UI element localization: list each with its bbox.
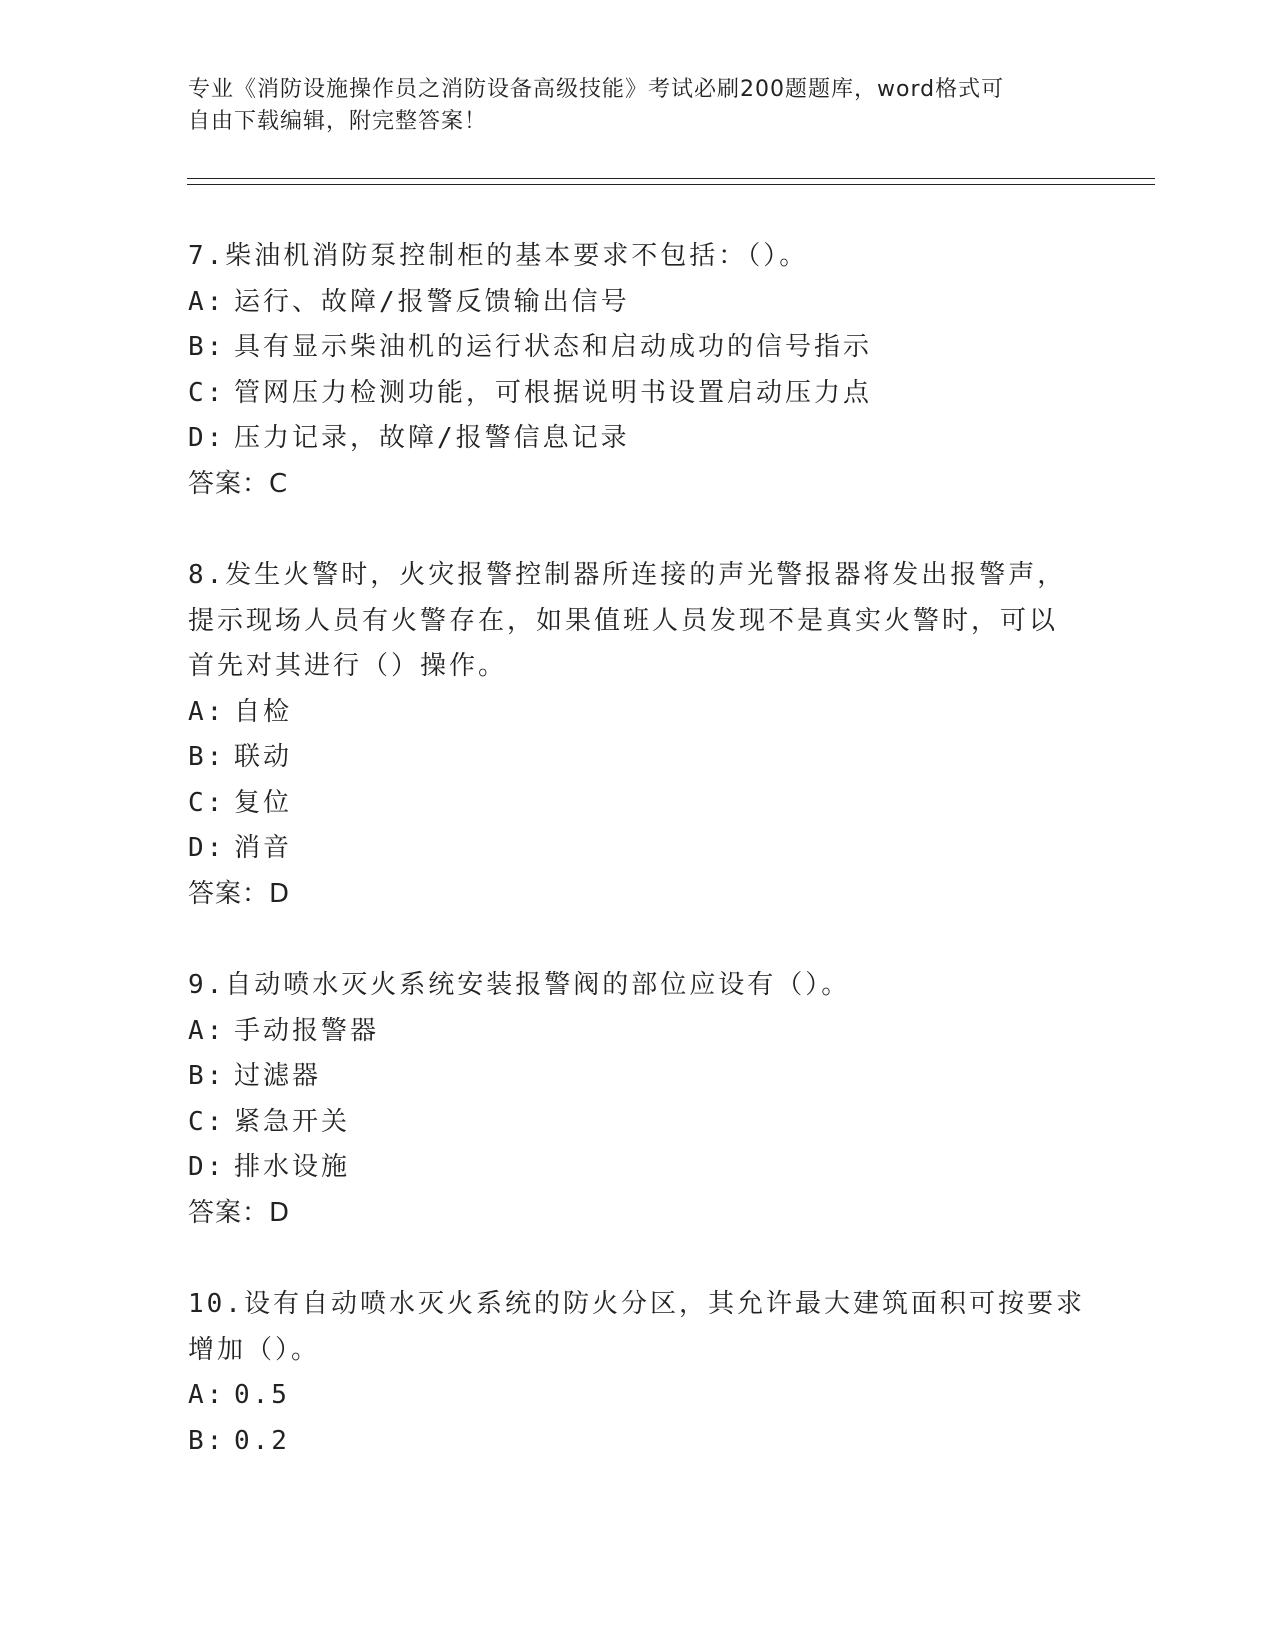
option-key: D: <box>188 833 226 863</box>
option-a <box>188 280 1088 326</box>
option-a <box>188 1373 1088 1419</box>
option-key: A: <box>188 286 226 317</box>
option-a <box>188 1009 1088 1055</box>
option-text: 复位 <box>234 787 293 818</box>
header-line-1: 专业《消防设施操作员之消防设备高级技能》考试必刷200题题库，word格式可 <box>188 77 1005 102</box>
option-c <box>188 371 1088 417</box>
option-text: 0.5 <box>234 1380 290 1410</box>
option-key: D: <box>188 1152 226 1182</box>
option-key: B: <box>188 1061 226 1091</box>
option-c <box>188 781 1088 827</box>
question-text: 9.自动喷水灭火系统安装报警阀的部位应设有（）。 <box>188 970 851 1000</box>
header-divider <box>187 178 1155 185</box>
question-text-line-3: 首先对其进行（）操作。 <box>188 651 508 681</box>
option-text: 自检 <box>234 696 293 727</box>
option-text: 管网压力检测功能，可根据说明书设置启动压力点 <box>234 377 873 408</box>
question-text-line-1: 10.设有自动喷水灭火系统的防火分区，其允许最大建筑面积可按要求 <box>188 1289 1085 1319</box>
option-text: 紧急开关 <box>234 1106 351 1137</box>
question-text-line-2: 提示现场人员有火警存在，如果值班人员发现不是真实火警时，可以 <box>188 605 1059 636</box>
option-text: 手动报警器 <box>234 1015 380 1046</box>
option-key: C: <box>188 377 226 408</box>
option-text: 消音 <box>234 833 293 863</box>
option-d <box>188 416 1088 462</box>
question-text: 7.柴油机消防泵控制柜的基本要求不包括：（）。 <box>188 241 809 271</box>
option-text: 联动 <box>234 742 293 772</box>
question-list <box>188 234 1088 1510</box>
option-text: 过滤器 <box>234 1061 322 1091</box>
option-text: 压力记录，故障/报警信息记录 <box>234 423 630 453</box>
option-key: B: <box>188 332 226 362</box>
option-c <box>188 1100 1088 1146</box>
answer-line: 答案：D <box>188 1197 291 1228</box>
option-text: 具有显示柴油机的运行状态和启动成功的信号指示 <box>234 332 873 362</box>
option-b <box>188 325 1088 371</box>
question-8 <box>188 553 1088 917</box>
option-key: A: <box>188 1380 226 1410</box>
option-b <box>188 1419 1088 1465</box>
option-text: 排水设施 <box>234 1152 351 1182</box>
question-text-line-1: 8.发生火警时，火灾报警控制器所连接的声光警报器将发出报警声， <box>188 560 1067 590</box>
option-text: 0.2 <box>234 1425 290 1456</box>
option-key: A: <box>188 696 226 727</box>
option-d <box>188 826 1088 872</box>
document-header <box>188 74 1068 138</box>
option-key: B: <box>188 742 226 772</box>
answer-line: 答案：D <box>188 878 291 909</box>
answer-line: 答案：C <box>188 468 289 499</box>
option-b <box>188 735 1088 781</box>
option-text: 运行、故障/报警反馈输出信号 <box>234 286 630 317</box>
question-10 <box>188 1282 1088 1464</box>
question-text-line-2: 增加（）。 <box>188 1334 321 1365</box>
option-d <box>188 1145 1088 1191</box>
option-key: A: <box>188 1015 226 1046</box>
option-key: C: <box>188 1106 226 1137</box>
header-line-2: 自由下载编辑，附完整答案！ <box>188 109 488 134</box>
option-key: D: <box>188 423 226 453</box>
question-7 <box>188 234 1088 507</box>
option-a <box>188 690 1088 736</box>
question-9 <box>188 963 1088 1236</box>
option-key: C: <box>188 787 226 818</box>
option-b <box>188 1054 1088 1100</box>
option-key: B: <box>188 1425 226 1456</box>
